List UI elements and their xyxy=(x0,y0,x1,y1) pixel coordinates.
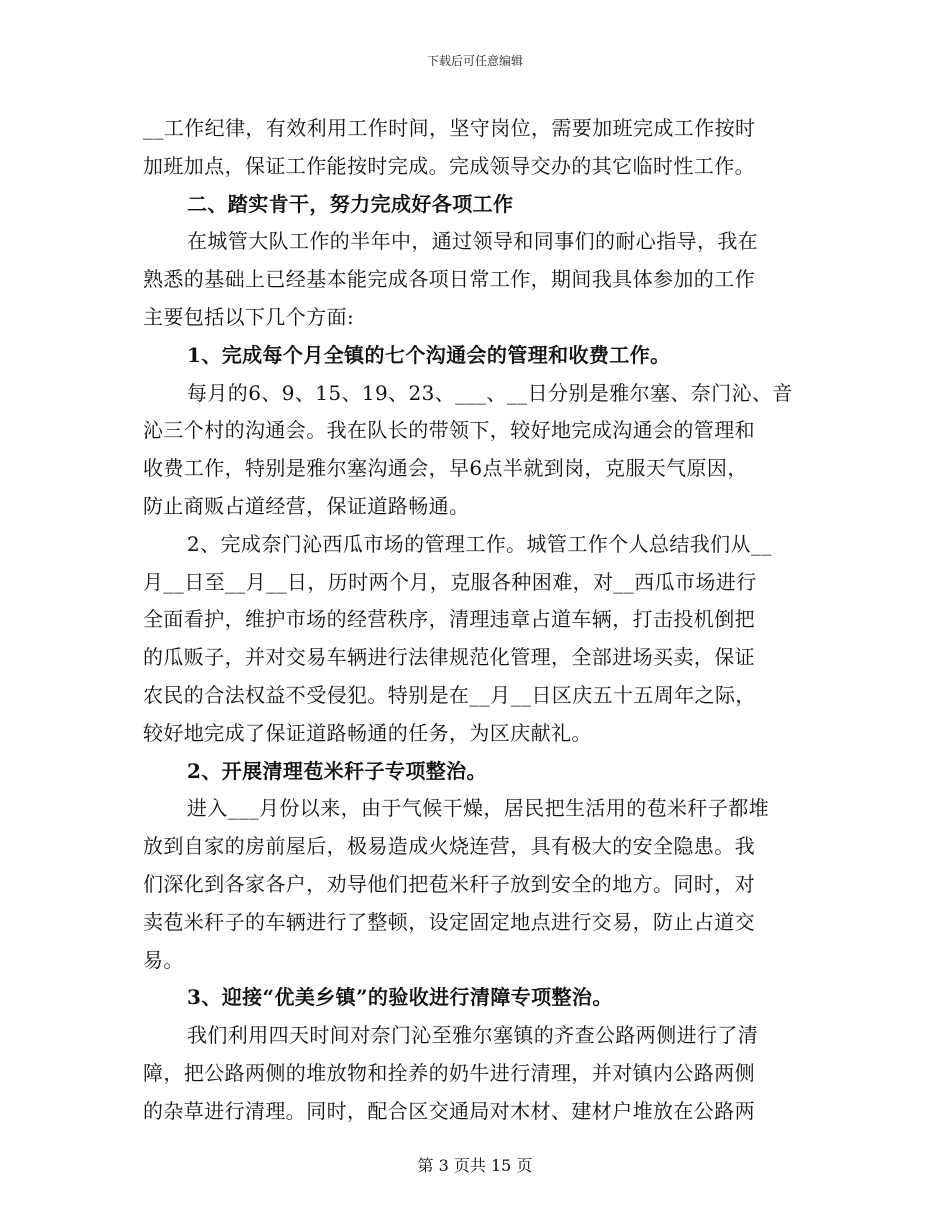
paragraph-line: 在城管大队工作的半年中，通过领导和同事们的耐心指导，我在 xyxy=(187,229,759,254)
paragraph-line: 农民的合法权益不受侵犯。特别是在__月__日区庆五十五周年之际， xyxy=(143,682,756,707)
paragraph-line: 较好地完成了保证道路畅通的任务，为区庆献礼。 xyxy=(143,720,592,745)
paragraph-line: 沁三个村的沟通会。我在队长的带领下，较好地完成沟通会的管理和 xyxy=(143,418,755,443)
paragraph-line: 主要包括以下几个方面: xyxy=(143,304,355,329)
paragraph-line: 放到自家的房前屋后，极易造成火烧连营，具有极大的安全隐患。我 xyxy=(143,834,755,859)
section-heading-line: 二、踏实肯干，努力完成好各项工作 xyxy=(187,191,514,216)
paragraph-line: 每月的6、9、15、19、23、___、__日分别是雅尔塞、奈门沁、音 xyxy=(187,380,793,405)
paragraph-line: 防止商贩占道经营，保证道路畅通。 xyxy=(143,493,470,518)
paragraph-line: 全面看护，维护市场的经营秩序，清理违章占道车辆，打击投机倒把 xyxy=(143,607,755,632)
paragraph-line: 们深化到各家各户，劝导他们把苞米秆子放到安全的地方。同时，对 xyxy=(143,871,755,896)
paragraph-line: 月__日至__月__日，历时两个月，克服各种困难，对__西瓜市场进行 xyxy=(143,569,757,594)
paragraph-line: 卖苞米秆子的车辆进行了整顿，设定固定地点进行交易，防止占道交 xyxy=(143,909,755,934)
paragraph-line: 我们利用四天时间对奈门沁至雅尔塞镇的齐查公路两侧进行了清 xyxy=(187,1023,759,1048)
section-heading-line: 1、完成每个月全镇的七个沟通会的管理和收费工作。 xyxy=(187,342,671,367)
document-body xyxy=(143,110,807,1131)
section-heading-line: 3、迎接“优美乡镇”的验收进行清障专项整治。 xyxy=(187,985,613,1010)
paragraph-line: 收费工作，特别是雅尔塞沟通会，早6点半就到岗，克服天气原因， xyxy=(143,456,748,481)
paragraph-line: 2、完成奈门沁西瓜市场的管理工作。城管工作个人总结我们从__ xyxy=(187,531,772,556)
paragraph-line: 的杂草进行清理。同时，配合区交通局对木材、建材户堆放在公路两 xyxy=(143,1098,755,1123)
paragraph-line: 加班加点，保证工作能按时完成。完成领导交办的其它临时性工作。 xyxy=(143,153,755,178)
page-footer: 第 3 页共 15 页 xyxy=(417,1156,533,1175)
paragraph-line: 的瓜贩子，并对交易车辆进行法律规范化管理，全部进场买卖，保证 xyxy=(143,645,755,670)
paragraph-line: 易。 xyxy=(143,947,184,972)
section-heading-line: 2、开展清理苞米秆子专项整治。 xyxy=(187,758,487,783)
paragraph-line: 进入___月份以来，由于气候干燥，居民把生活用的苞米秆子都堆 xyxy=(187,796,769,821)
page-header: 下载后可任意编辑 xyxy=(426,54,523,68)
paragraph-line: 障，把公路两侧的堆放物和拴养的奶牛进行清理，并对镇内公路两侧 xyxy=(143,1060,755,1085)
paragraph-line: __工作纪律，有效利用工作时间，坚守岗位，需要加班完成工作按时 xyxy=(143,116,756,140)
paragraph-line: 熟悉的基础上已经基本能完成各项日常工作，期间我具体参加的工作 xyxy=(143,267,755,292)
